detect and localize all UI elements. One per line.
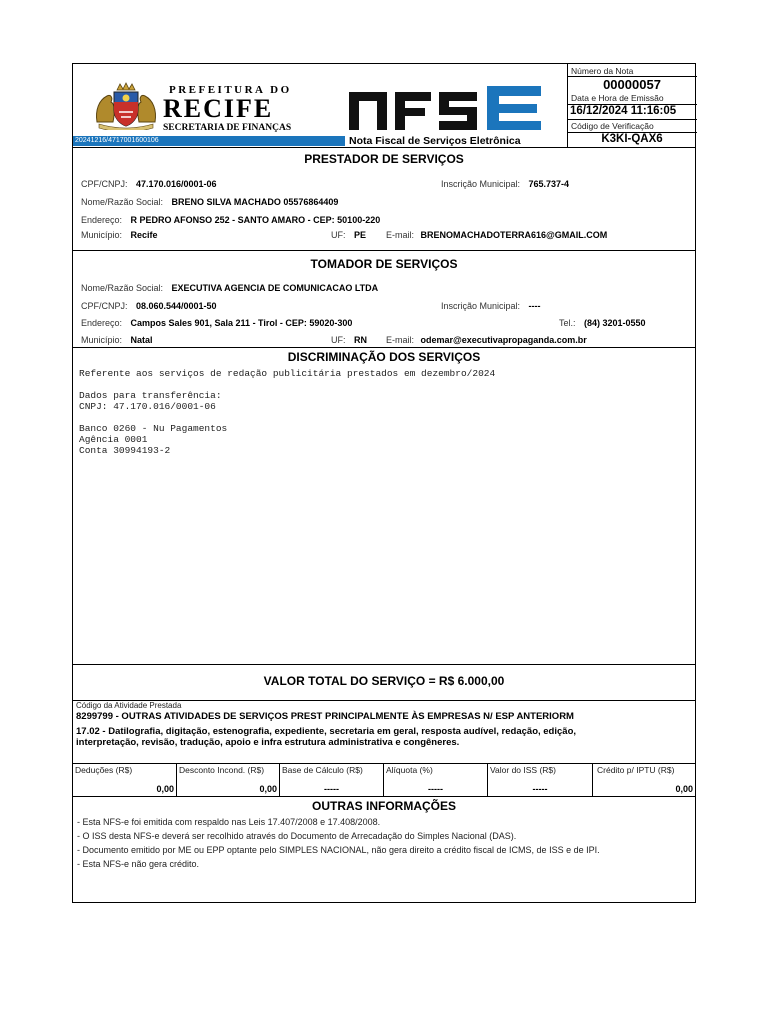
tomador-im-value: ---- [528, 301, 541, 311]
discriminacao-line: CNPJ: 47.170.016/0001-06 [79, 401, 216, 412]
discriminacao-body [79, 368, 495, 456]
tomador-nome-value: EXECUTIVA AGENCIA DE COMUNICACAO LTDA [171, 283, 379, 293]
discriminacao-line: Referente aos serviços de redação publicitária prestados em dezembro/2024 [79, 368, 496, 379]
valor-cell-iss [488, 763, 592, 796]
valor-label: Alíquota (%) [386, 765, 433, 775]
tomador-email-label: E-mail: [386, 335, 415, 345]
atividade-label: Código da Atividade Prestada [76, 701, 182, 710]
prestador-nome-value: BRENO SILVA MACHADO 05576864409 [171, 197, 339, 207]
tomador-im-label: Inscrição Municipal: [441, 301, 521, 311]
prestador-cpf-label: CPF/CNPJ: [81, 179, 128, 189]
nfse-logo [349, 86, 543, 132]
valor-label: Desconto Incond. (R$) [179, 765, 265, 775]
valor-value: 0,00 [259, 784, 277, 794]
prestador-end-value: R PEDRO AFONSO 252 - SANTO AMARO - CEP: 50100-220 [130, 215, 381, 225]
prestador-email-value: BRENOMACHADOTERRA616@GMAIL.COM [420, 230, 608, 240]
outras-line: - Esta NFS-e foi emitida com respaldo nas Leis 17.407/2008 e 17.408/2008. [77, 817, 381, 827]
valor-value: 0,00 [675, 784, 693, 794]
codigo-label: Código de Verificação [571, 121, 654, 131]
valor-total: VALOR TOTAL DO SERVIÇO = R$ 6.000,00 [263, 674, 505, 688]
tomador-cpf-label: CPF/CNPJ: [81, 301, 128, 311]
nfse-subtitle: Nota Fiscal de Serviços Eletrônica [349, 135, 521, 147]
code-strip: 20241216/4717001600106 [75, 137, 159, 144]
prestador-uf-label: UF: [331, 230, 346, 240]
tomador-uf-value: RN [353, 335, 367, 345]
tomador-end-value: Campos Sales 901, Sala 211 - Tirol - CEP: 59020-300 [130, 318, 353, 328]
valor-value: 0,00 [156, 784, 174, 794]
prestador-uf-value: PE [353, 230, 366, 240]
valor-value: ----- [324, 784, 339, 794]
tomador-uf-label: UF: [331, 335, 346, 345]
prefeitura-line2: RECIFE [163, 94, 274, 123]
codigo-value: K3KI-QAX6 [601, 133, 663, 145]
valor-cell-credito [593, 763, 695, 796]
outras-line: - Documento emitido por ME ou EPP optante pelo SIMPLES NACIONAL, não gera direito a crédito fiscal de ICMS, de ISS e de IPI. [77, 845, 600, 855]
atividade-item-line1: 17.02 - Datilografia, digitação, estenografia, expediente, secretaria em geral, resposta audível, redação, edição, [76, 726, 577, 737]
tomador-tel-label: Tel.: [559, 318, 576, 328]
atividade-codigo: 8299799 - OUTRAS ATIVIDADES DE SERVIÇOS PREST PRINCIPALMENTE ÀS EMPRESAS N/ ESP ANTERIORM [76, 711, 574, 722]
discriminacao-line: Dados para transferência: [79, 390, 222, 401]
valor-label: Base de Cálculo (R$) [282, 765, 363, 775]
valor-value: ----- [532, 784, 548, 794]
prestador-im-label: Inscrição Municipal: [441, 179, 521, 189]
prestador-end-label: Endereço: [81, 215, 123, 225]
numero-value: 00000057 [603, 77, 661, 92]
valor-value: ----- [428, 784, 443, 794]
data-value: 16/12/2024 11:16:05 [570, 105, 677, 117]
tomador-title: TOMADOR DE SERVIÇOS [310, 257, 458, 271]
discriminacao-line: Banco 0260 - Nu Pagamentos [79, 423, 228, 434]
tomador-mun-value: Natal [130, 335, 153, 345]
outras-line: - Esta NFS-e não gera crédito. [77, 859, 200, 869]
valor-label: Valor do ISS (R$) [490, 765, 556, 775]
outras-body [77, 815, 600, 871]
outras-line: - O ISS desta NFS-e deverá ser recolhido através do Documento de Arrecadação do Simples Nacional (DAS). [77, 831, 517, 841]
discriminacao-title: DISCRIMINAÇÃO DOS SERVIÇOS [287, 350, 481, 364]
prestador-cpf-value: 47.170.016/0001-06 [135, 179, 217, 189]
valor-cell-aliquota [384, 763, 487, 796]
secretaria-label: SECRETARIA DE FINANÇAS [163, 123, 292, 133]
tomador-mun-label: Município: [81, 335, 123, 345]
prestador-im-value: 765.737-4 [528, 179, 570, 189]
prestador-email-label: E-mail: [386, 230, 415, 240]
data-label: Data e Hora de Emissão [571, 93, 664, 103]
discriminacao-line [79, 379, 495, 390]
tomador-cpf-value: 08.060.544/0001-50 [135, 301, 217, 311]
outras-title: OUTRAS INFORMAÇÕES [312, 799, 456, 813]
atividade-item-line2: interpretação, revisão, tradução, apoio e infra estrutura administrativa e congêneres. [76, 737, 460, 748]
valor-label: Crédito p/ IPTU (R$) [597, 765, 675, 775]
valor-label: Deduções (R$) [75, 765, 133, 775]
nfse-document [72, 63, 696, 903]
prestador-title: PRESTADOR DE SERVIÇOS [304, 152, 464, 166]
tomador-tel-value: (84) 3201-0550 [583, 318, 646, 328]
tomador-email-value: odemar@executivapropaganda.com.br [420, 335, 587, 345]
valor-cell-base [280, 763, 383, 796]
recife-coat-of-arms [93, 82, 159, 130]
discriminacao-line [79, 412, 495, 423]
prestador-nome-label: Nome/Razão Social: [81, 197, 164, 207]
prestador-mun-value: Recife [130, 230, 158, 240]
discriminacao-line: Agência 0001 [79, 434, 148, 445]
valor-cell-desconto [177, 763, 279, 796]
tomador-end-label: Endereço: [81, 318, 123, 328]
prefeitura-line1: PREFEITURA DO [169, 84, 292, 96]
tomador-nome-label: Nome/Razão Social: [81, 283, 164, 293]
valor-cell-deducoes [73, 763, 176, 796]
numero-label: Número da Nota [571, 66, 634, 76]
discriminacao-line: Conta 30994193-2 [79, 445, 171, 456]
prestador-mun-label: Município: [81, 230, 123, 240]
valores-row [73, 763, 695, 796]
